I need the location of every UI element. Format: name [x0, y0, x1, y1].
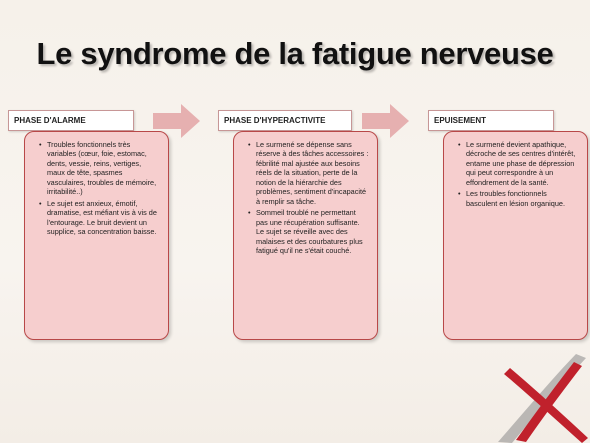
list-item: • Le surmené se dépense sans réserve à des tâches accessoires : fébrilité mal ajustée aux besoins réels de la situation, perte de la notion de la hiérarchie des problèmes, sentiment d'incapacité à remplir sa tâche. [256, 140, 369, 206]
phase-epuisement-list [444, 132, 587, 208]
phase-hyperactivite-header [218, 110, 352, 131]
list-item: • Troubles fonctionnels très variables (cœur, foie, estomac, dents, vessie, reins, vertiges, maux de tête, spasmes vasculaires, troubles de mémoire, irritabilité..) [47, 140, 160, 197]
phase-epuisement-label: EPUISEMENT [434, 116, 487, 125]
phase-alarme-list [25, 132, 168, 237]
slide-title: Le syndrome de la fatigue nerveuse [36, 36, 554, 71]
list-item: • Les troubles fonctionnels basculent en lésion organique. [466, 189, 579, 208]
phase-hyperactivite-list [234, 132, 377, 256]
arrow-right-icon [362, 104, 410, 138]
arrow-right-icon [153, 104, 201, 138]
phase-alarme-box [24, 131, 169, 340]
phase-alarme-header [8, 110, 134, 131]
phase-alarme-label: PHASE D'ALARME [14, 116, 86, 125]
phase-epuisement-box [443, 131, 588, 340]
red-x-logo-icon [496, 350, 590, 443]
list-item: • Le sujet est anxieux, émotif, dramatise, est méfiant vis à vis de l'entourage. Le bruit devient un supplice, sa concentration baisse. [47, 199, 160, 237]
phase-hyperactivite-box [233, 131, 378, 340]
phase-hyperactivite-label: PHASE D'HYPERACTIVITE [224, 116, 326, 125]
list-item: • Sommeil troublé ne permettant pas une récupération suffisante. Le sujet se réveille avec des malaises et des courbatures plus fatigué qu'il ne s'était couché. [256, 208, 369, 255]
list-item: • Le surmené devient apathique, décroche de ses centres d'intérêt, entame une phase de dépression qui peut correspondre à un effondrement de la santé. [466, 140, 579, 187]
phase-epuisement-header [428, 110, 554, 131]
